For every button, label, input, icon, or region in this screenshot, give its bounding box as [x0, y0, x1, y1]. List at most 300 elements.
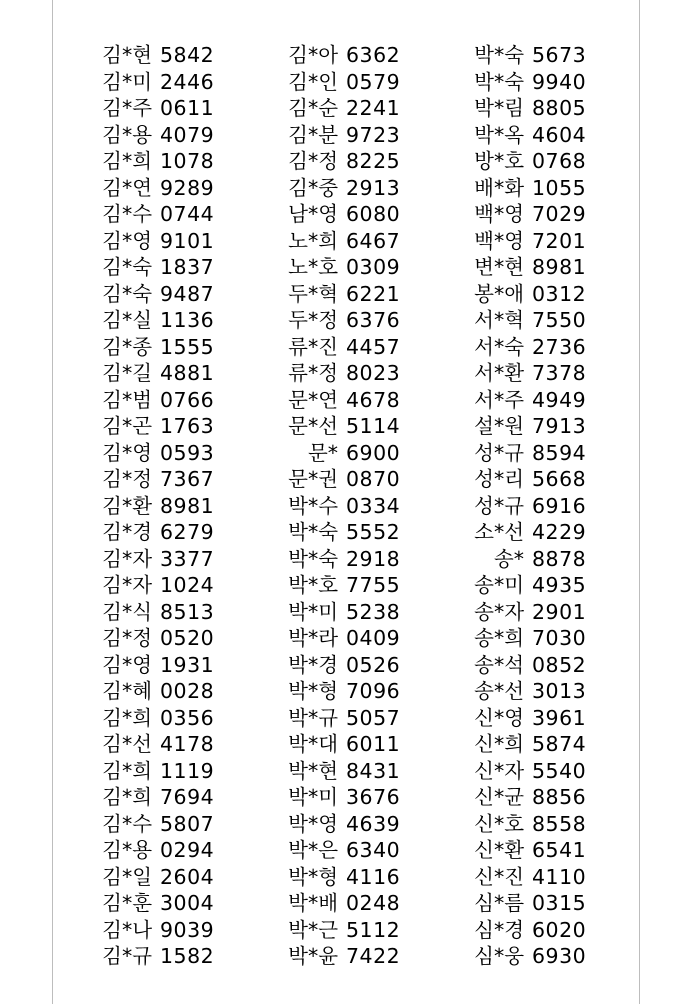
phone-digits: 8558 — [532, 811, 587, 836]
masked-name: 김*자 — [102, 546, 152, 571]
list-item — [82, 652, 214, 679]
phone-digits: 4949 — [532, 387, 587, 412]
list-item — [82, 95, 214, 122]
list-item — [268, 148, 400, 175]
phone-digits: 0526 — [346, 652, 401, 677]
phone-digits: 0356 — [160, 705, 215, 730]
phone-digits: 5874 — [532, 732, 587, 756]
masked-name: 송*자 — [474, 599, 524, 624]
masked-name: 류*정 — [288, 361, 338, 385]
masked-name: 김*미 — [102, 69, 152, 94]
phone-digits: 0593 — [160, 440, 215, 465]
phone-digits: 2446 — [160, 69, 215, 94]
list-item — [268, 175, 400, 202]
list-item — [454, 572, 586, 599]
list-item — [268, 731, 400, 758]
masked-name: 김*정 — [288, 149, 338, 173]
phone-digits: 6900 — [346, 440, 401, 465]
masked-name: 박*영 — [288, 811, 338, 836]
phone-digits: 6362 — [346, 43, 401, 67]
list-item — [268, 837, 400, 864]
phone-digits: 0579 — [346, 69, 401, 94]
masked-name: 김*숙 — [102, 281, 152, 306]
masked-name: 방*호 — [474, 149, 524, 173]
phone-digits: 3004 — [160, 891, 215, 915]
phone-digits: 8431 — [346, 758, 401, 783]
list-item — [268, 784, 400, 811]
list-item — [454, 254, 586, 281]
masked-name: 김*수 — [102, 811, 152, 836]
list-item — [268, 678, 400, 705]
phone-digits: 8805 — [532, 96, 587, 120]
masked-name: 박*근 — [288, 917, 338, 942]
phone-digits: 2918 — [346, 546, 401, 571]
masked-name: 박*숙 — [474, 69, 524, 94]
list-item — [82, 69, 214, 96]
phone-digits: 5112 — [346, 917, 401, 942]
list-item — [82, 228, 214, 255]
phone-digits: 6221 — [346, 281, 401, 306]
phone-digits: 1136 — [160, 308, 215, 332]
list-item — [454, 175, 586, 202]
list-item — [454, 784, 586, 811]
list-item — [268, 758, 400, 785]
list-item — [268, 917, 400, 944]
masked-name: 김*영 — [102, 440, 152, 465]
list-item — [82, 122, 214, 149]
list-item — [454, 69, 586, 96]
phone-digits: 0520 — [160, 626, 215, 650]
phone-digits: 9940 — [532, 69, 587, 94]
list-item — [82, 281, 214, 308]
phone-digits: 6930 — [532, 944, 587, 968]
masked-name: 김*환 — [102, 493, 152, 518]
phone-digits: 1931 — [160, 652, 215, 677]
list-item — [454, 652, 586, 679]
list-item — [268, 466, 400, 493]
masked-name: 김*용 — [102, 838, 152, 862]
list-item — [82, 599, 214, 626]
masked-name: 김*용 — [102, 122, 152, 147]
phone-digits: 0294 — [160, 838, 215, 862]
list-item — [268, 652, 400, 679]
list-item — [82, 943, 214, 970]
list-item — [454, 625, 586, 652]
phone-digits: 6080 — [346, 202, 401, 226]
list-item — [82, 466, 214, 493]
masked-name: 박*대 — [288, 732, 338, 756]
phone-digits: 4935 — [532, 573, 587, 597]
list-item — [268, 387, 400, 414]
list-item — [82, 254, 214, 281]
list-item — [454, 387, 586, 414]
list-item — [268, 360, 400, 387]
list-item — [82, 148, 214, 175]
masked-name: 노*호 — [288, 255, 338, 279]
masked-name: 김*숙 — [102, 255, 152, 279]
masked-name: 김*아 — [288, 43, 338, 67]
list-item — [268, 705, 400, 732]
masked-name: 노*희 — [288, 228, 338, 253]
masked-name: 박*숙 — [288, 546, 338, 571]
phone-digits: 8023 — [346, 361, 401, 385]
masked-name: 박*은 — [288, 838, 338, 862]
phone-digits: 9101 — [160, 228, 215, 253]
list-item — [82, 519, 214, 546]
phone-digits: 4110 — [532, 864, 587, 889]
masked-name: 박*라 — [288, 626, 338, 650]
list-item — [82, 440, 214, 467]
list-item — [268, 201, 400, 228]
phone-digits: 5540 — [532, 758, 587, 783]
list-item — [82, 731, 214, 758]
phone-digits: 6011 — [346, 732, 401, 756]
phone-digits: 5552 — [346, 520, 401, 544]
list-item — [268, 493, 400, 520]
phone-digits: 7550 — [532, 308, 587, 332]
masked-name: 박*현 — [288, 758, 338, 783]
masked-name: 박*미 — [288, 785, 338, 809]
phone-digits: 3377 — [160, 546, 215, 571]
phone-digits: 8878 — [532, 546, 587, 571]
phone-digits: 0768 — [532, 149, 587, 173]
masked-name: 문*권 — [288, 467, 338, 491]
name-column-3 — [454, 42, 586, 970]
list-item — [82, 758, 214, 785]
masked-name: 김*정 — [102, 467, 152, 491]
phone-digits: 0315 — [532, 891, 587, 915]
masked-name: 김*영 — [102, 652, 152, 677]
masked-name: 두*정 — [288, 308, 338, 332]
masked-name: 김*희 — [102, 149, 152, 173]
phone-digits: 7201 — [532, 228, 587, 253]
list-item — [268, 254, 400, 281]
phone-digits: 7030 — [532, 626, 587, 650]
list-item — [82, 678, 214, 705]
masked-name: 두*혁 — [288, 281, 338, 306]
list-item — [268, 572, 400, 599]
list-item — [454, 599, 586, 626]
masked-name: 송*선 — [474, 679, 524, 703]
masked-name: 심*름 — [474, 891, 524, 915]
list-item — [454, 917, 586, 944]
masked-name: 김*인 — [288, 69, 338, 94]
list-item — [82, 572, 214, 599]
masked-name: 김*희 — [102, 705, 152, 730]
phone-digits: 7694 — [160, 785, 215, 809]
phone-digits: 4079 — [160, 122, 215, 147]
list-item — [454, 943, 586, 970]
phone-digits: 2913 — [346, 175, 401, 200]
phone-digits: 7096 — [346, 679, 401, 703]
list-item — [454, 519, 586, 546]
list-item — [268, 228, 400, 255]
list-item — [454, 95, 586, 122]
phone-digits: 0309 — [346, 255, 401, 279]
list-item — [82, 413, 214, 440]
masked-name: 김*주 — [102, 96, 152, 120]
phone-digits: 1119 — [160, 758, 215, 783]
masked-name: 김*규 — [102, 944, 152, 968]
phone-digits: 5673 — [532, 43, 587, 67]
masked-name: 김*훈 — [102, 891, 152, 915]
masked-name: 남*영 — [288, 202, 338, 226]
masked-name: 박*형 — [288, 679, 338, 703]
list-item — [268, 122, 400, 149]
phone-digits: 3676 — [346, 785, 401, 809]
phone-digits: 0312 — [532, 281, 587, 306]
phone-digits: 6541 — [532, 838, 587, 862]
phone-digits: 4639 — [346, 811, 401, 836]
masked-name: 신*환 — [474, 838, 524, 862]
phone-digits: 4678 — [346, 387, 401, 412]
masked-name: 김*식 — [102, 599, 152, 624]
masked-name: 서*주 — [474, 387, 524, 412]
phone-digits: 4116 — [346, 864, 401, 889]
list-item — [454, 307, 586, 334]
list-item — [268, 42, 400, 69]
phone-digits: 2901 — [532, 599, 587, 624]
name-column-1 — [82, 42, 214, 970]
masked-name: 박*숙 — [288, 520, 338, 544]
list-item — [268, 334, 400, 361]
phone-digits: 7029 — [532, 202, 587, 226]
list-item — [454, 122, 586, 149]
phone-digits: 3013 — [532, 679, 587, 703]
phone-digits: 4457 — [346, 334, 401, 359]
masked-name: 김*분 — [288, 122, 338, 147]
phone-digits: 0248 — [346, 891, 401, 915]
masked-name: 설*원 — [474, 414, 524, 438]
phone-digits: 2604 — [160, 864, 215, 889]
masked-name: 송*석 — [474, 652, 524, 677]
list-item — [454, 493, 586, 520]
phone-digits: 8981 — [160, 493, 215, 518]
phone-digits: 6916 — [532, 493, 587, 518]
phone-digits: 7367 — [160, 467, 215, 491]
masked-name: 신*균 — [474, 785, 524, 809]
list-item — [82, 334, 214, 361]
phone-digits: 1024 — [160, 573, 215, 597]
phone-digits: 1555 — [160, 334, 215, 359]
phone-digits: 3961 — [532, 705, 587, 730]
list-item — [82, 546, 214, 573]
list-item — [454, 228, 586, 255]
phone-digits: 0334 — [346, 493, 401, 518]
list-item — [268, 546, 400, 573]
list-item — [82, 201, 214, 228]
list-item — [268, 943, 400, 970]
masked-name: 신*진 — [474, 864, 524, 889]
phone-digits: 0028 — [160, 679, 215, 703]
phone-digits: 0870 — [346, 467, 401, 491]
phone-digits: 0766 — [160, 387, 215, 412]
phone-digits: 5114 — [346, 414, 401, 438]
masked-name: 신*자 — [474, 758, 524, 783]
list-item — [82, 307, 214, 334]
phone-digits: 6279 — [160, 520, 215, 544]
masked-name: 성*규 — [474, 493, 524, 518]
list-item — [268, 95, 400, 122]
list-item — [268, 625, 400, 652]
phone-digits: 7378 — [532, 361, 587, 385]
phone-digits: 5238 — [346, 599, 401, 624]
masked-name: 김*혜 — [102, 679, 152, 703]
phone-digits: 7913 — [532, 414, 587, 438]
masked-name: 백*영 — [474, 202, 524, 226]
masked-name: 김*경 — [102, 520, 152, 544]
list-item — [268, 307, 400, 334]
masked-name: 김*수 — [102, 202, 152, 226]
list-item — [82, 625, 214, 652]
masked-name: 김*곤 — [102, 414, 152, 438]
masked-name: 김*정 — [102, 626, 152, 650]
phone-digits: 6020 — [532, 917, 587, 942]
list-item — [268, 864, 400, 891]
masked-name: 박*호 — [288, 573, 338, 597]
phone-digits: 9723 — [346, 122, 401, 147]
phone-digits: 1055 — [532, 175, 587, 200]
masked-name: 송*희 — [474, 626, 524, 650]
masked-name: 송*미 — [474, 573, 524, 597]
list-item — [454, 42, 586, 69]
masked-name: 김*순 — [288, 96, 338, 120]
list-item — [454, 678, 586, 705]
phone-digits: 0744 — [160, 202, 215, 226]
masked-name: 박*숙 — [474, 43, 524, 67]
masked-name: 박*림 — [474, 96, 524, 120]
phone-digits: 1763 — [160, 414, 215, 438]
phone-digits: 8856 — [532, 785, 587, 809]
masked-name: 김*나 — [102, 917, 152, 942]
masked-name: 문*연 — [288, 387, 338, 412]
list-item — [82, 864, 214, 891]
masked-name: 박*경 — [288, 652, 338, 677]
list-item — [268, 811, 400, 838]
list-item — [454, 334, 586, 361]
phone-digits: 9289 — [160, 175, 215, 200]
phone-digits: 4604 — [532, 122, 587, 147]
list-item — [454, 281, 586, 308]
phone-digits: 5057 — [346, 705, 401, 730]
masked-name: 문*선 — [288, 414, 338, 438]
masked-name: 김*일 — [102, 864, 152, 889]
phone-digits: 9487 — [160, 281, 215, 306]
phone-digits: 5807 — [160, 811, 215, 836]
masked-name: 김*자 — [102, 573, 152, 597]
list-item — [82, 917, 214, 944]
phone-digits: 0852 — [532, 652, 587, 677]
list-item — [454, 466, 586, 493]
list-item — [82, 387, 214, 414]
list-item — [454, 731, 586, 758]
masked-name: 신*호 — [474, 811, 524, 836]
list-item — [82, 784, 214, 811]
list-item — [82, 811, 214, 838]
masked-name: 봉*애 — [474, 281, 524, 306]
masked-name: 박*윤 — [288, 944, 338, 968]
list-item — [268, 281, 400, 308]
phone-digits: 9039 — [160, 917, 215, 942]
masked-name: 김*범 — [102, 387, 152, 412]
list-item — [454, 864, 586, 891]
masked-name: 서*환 — [474, 361, 524, 385]
list-item — [82, 890, 214, 917]
masked-name: 서*숙 — [474, 334, 524, 359]
phone-digits: 5668 — [532, 467, 587, 491]
phone-digits: 0611 — [160, 96, 215, 120]
list-item — [82, 360, 214, 387]
masked-name: 백*영 — [474, 228, 524, 253]
masked-name: 박*형 — [288, 864, 338, 889]
phone-digits: 2241 — [346, 96, 401, 120]
masked-name: 김*희 — [102, 758, 152, 783]
list-item — [454, 758, 586, 785]
masked-name: 박*미 — [288, 599, 338, 624]
masked-name: 김*길 — [102, 361, 152, 385]
masked-name: 김*종 — [102, 334, 152, 359]
list-item — [454, 811, 586, 838]
masked-name: 문* — [307, 440, 338, 465]
masked-name: 신*희 — [474, 732, 524, 756]
masked-name: 서*혁 — [474, 308, 524, 332]
list-item — [268, 413, 400, 440]
phone-digits: 1078 — [160, 149, 215, 173]
list-item — [454, 148, 586, 175]
phone-digits: 2736 — [532, 334, 587, 359]
masked-name: 심*웅 — [474, 944, 524, 968]
phone-digits: 0409 — [346, 626, 401, 650]
name-column-2 — [268, 42, 400, 970]
list-item — [454, 201, 586, 228]
masked-name: 신*영 — [474, 705, 524, 730]
list-item — [82, 175, 214, 202]
phone-digits: 5842 — [160, 43, 215, 67]
masked-name: 변*현 — [474, 255, 524, 279]
phone-digits: 4881 — [160, 361, 215, 385]
list-item — [454, 546, 586, 573]
phone-digits: 8225 — [346, 149, 401, 173]
list-item — [82, 705, 214, 732]
phone-digits: 6467 — [346, 228, 401, 253]
masked-name: 김*현 — [102, 43, 152, 67]
phone-digits: 1837 — [160, 255, 215, 279]
masked-name: 배*화 — [474, 175, 524, 200]
masked-name: 김*선 — [102, 732, 152, 756]
list-item — [268, 599, 400, 626]
phone-digits: 4229 — [532, 520, 587, 544]
masked-name: 류*진 — [288, 334, 338, 359]
masked-name: 김*중 — [288, 175, 338, 200]
phone-digits: 8513 — [160, 599, 215, 624]
list-item — [454, 837, 586, 864]
phone-digits: 6340 — [346, 838, 401, 862]
masked-name: 김*연 — [102, 175, 152, 200]
masked-name: 김*실 — [102, 308, 152, 332]
masked-name: 소*선 — [474, 520, 524, 544]
list-item — [454, 705, 586, 732]
phone-digits: 1582 — [160, 944, 215, 968]
phone-digits: 7422 — [346, 944, 401, 968]
list-item — [82, 837, 214, 864]
masked-name: 박*규 — [288, 705, 338, 730]
list-item — [454, 360, 586, 387]
masked-name: 송* — [493, 546, 524, 571]
list-item — [268, 69, 400, 96]
list-item — [454, 413, 586, 440]
list-item — [454, 890, 586, 917]
phone-digits: 4178 — [160, 732, 215, 756]
